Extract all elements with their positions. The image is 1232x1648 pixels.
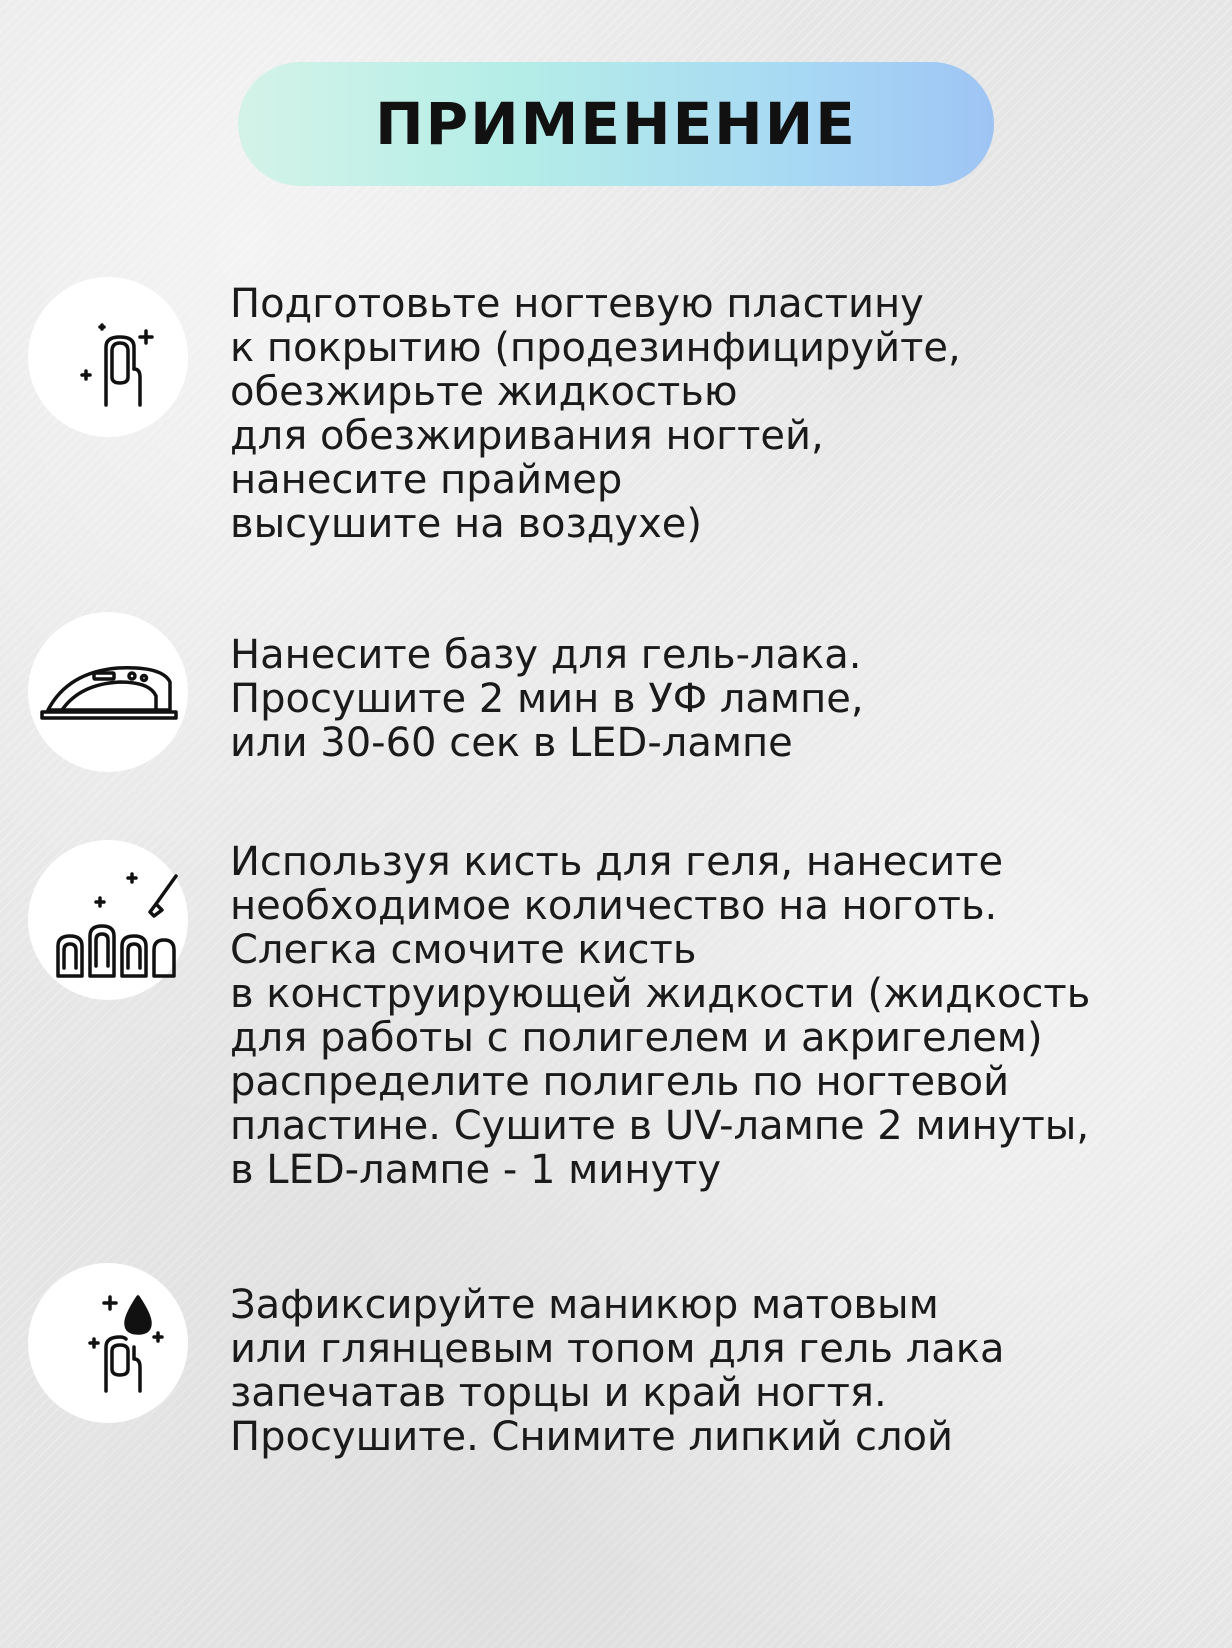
step-3-text: Используя кисть для геля, нанесите необходимое количество на ноготь. Слегка смочите кисть в конструирующей жидкости (жидкость для работы с полигелем и акригелем) распределите полигель по ногтевой пластине. Сушите в UV-лампе 2 минуты, в LED-лампе - 1 минуту: [230, 839, 1091, 1193]
title-banner: [238, 62, 994, 186]
nails-brush-icon: [28, 840, 188, 1000]
step-1-text: Подготовьте ногтевую пластину к покрытию (продезинфицируйте, обезжирьте жидкостью для обезжиривания ногтей, нанесите праймер высушите на воздухе): [230, 281, 961, 547]
nail-sparkle-icon: [28, 277, 188, 437]
step-2-text: Нанесите базу для гель-лака. Просушите 2 мин в УФ лампе, или 30-60 сек в LED-лампе: [230, 632, 864, 766]
step-4-text: Зафиксируйте маникюр матовым или глянцевым топом для гель лака запечатав торцы и край ногтя. Просушите. Снимите липкий слой: [230, 1282, 1005, 1460]
page-title: ПРИМЕНЕНИЕ: [375, 90, 857, 158]
nail-lamp-icon: [28, 612, 188, 772]
nail-drop-icon: [28, 1263, 188, 1423]
